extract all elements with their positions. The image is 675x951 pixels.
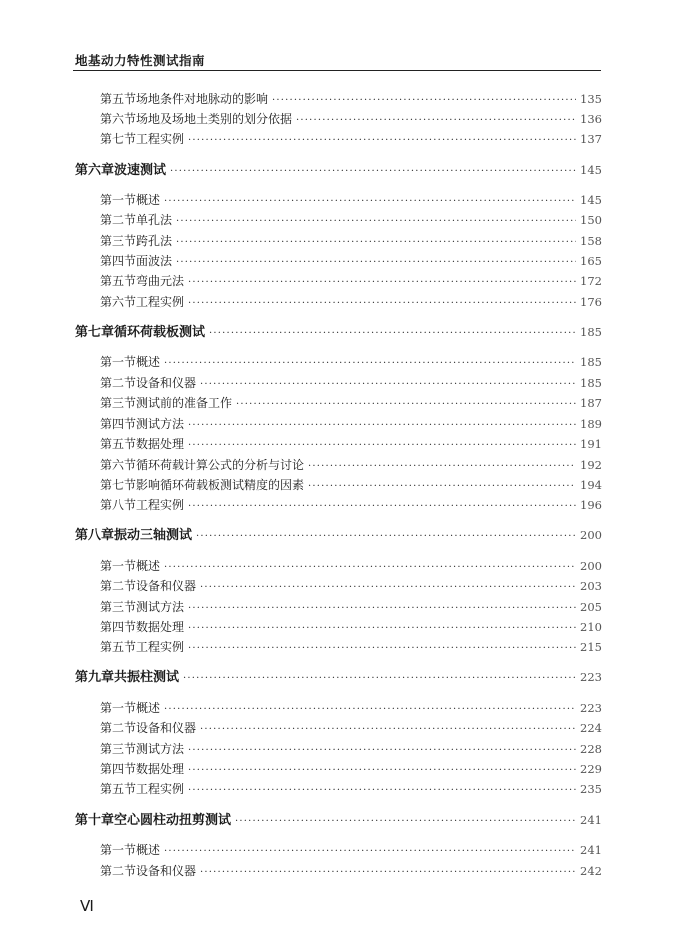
dot-leader (164, 701, 576, 719)
entry-title: 循环荷载板测试 (114, 325, 206, 340)
entry-title: 测试前的准备工作 (136, 396, 233, 410)
entry-title: 设备和仪器 (136, 376, 197, 390)
dot-leader (188, 640, 576, 658)
entry-page-number: 224 (580, 721, 602, 735)
toc-section-entry[interactable] (100, 415, 602, 433)
entry-page-number: 228 (580, 742, 602, 756)
entry-title: 工程实例 (136, 295, 185, 309)
entry-number: 第六节 (100, 295, 137, 309)
dot-leader (188, 498, 576, 516)
entry-page-number: 189 (580, 417, 602, 431)
toc-chapter-entry[interactable] (75, 668, 602, 686)
dot-leader (188, 600, 576, 618)
entry-number: 第二节 (100, 864, 137, 878)
toc-chapter-entry[interactable] (75, 323, 602, 341)
entry-title: 循环荷载计算公式的分析与讨论 (136, 458, 305, 472)
entry-number: 第五节 (100, 92, 137, 106)
entry-page-number: 196 (580, 498, 602, 512)
entry-page-number: 194 (580, 478, 602, 492)
entry-title: 概述 (136, 843, 161, 857)
entry-number: 第二节 (100, 213, 137, 227)
toc-section-entry[interactable] (100, 699, 602, 717)
entry-number: 第四节 (100, 762, 137, 776)
entry-page-number: 145 (580, 163, 602, 177)
dot-leader (188, 742, 576, 760)
toc-section-entry[interactable] (100, 598, 602, 616)
entry-title: 概述 (136, 701, 161, 715)
entry-title: 空心圆柱动扭剪测试 (114, 813, 232, 828)
entry-number: 第四节 (100, 254, 137, 268)
toc-section-entry[interactable] (100, 191, 602, 209)
entry-title: 弯曲元法 (136, 274, 185, 288)
entry-page-number: 176 (580, 295, 602, 309)
entry-page-number: 235 (580, 782, 602, 796)
entry-page-number: 136 (580, 112, 602, 126)
entry-title: 场地及场地土类别的划分依据 (136, 112, 293, 126)
toc-section-entry[interactable] (100, 780, 602, 798)
entry-number: 第四节 (100, 620, 137, 634)
entry-title: 工程实例 (136, 782, 185, 796)
dot-leader (164, 843, 576, 861)
dot-leader (188, 620, 576, 638)
dot-leader (188, 437, 576, 455)
toc-section-entry[interactable] (100, 760, 602, 778)
entry-number: 第五节 (100, 640, 137, 654)
entry-page-number: 185 (580, 376, 602, 390)
toc-section-entry[interactable] (100, 394, 602, 412)
entry-title: 数据处理 (136, 437, 185, 451)
entry-page-number: 200 (580, 559, 602, 573)
toc-section-entry[interactable] (100, 618, 602, 636)
toc-section-entry[interactable] (100, 435, 602, 453)
toc-section-entry[interactable] (100, 638, 602, 656)
entry-number: 第八章 (75, 528, 115, 543)
toc-section-entry[interactable] (100, 841, 602, 859)
entry-title: 振动三轴测试 (114, 528, 193, 543)
entry-page-number: 223 (580, 670, 602, 684)
entry-page-number: 187 (580, 396, 602, 410)
entry-number: 第六节 (100, 458, 137, 472)
entry-title: 共振柱测试 (114, 670, 180, 685)
dot-leader (188, 762, 576, 780)
entry-title: 测试方法 (136, 417, 185, 431)
toc-section-entry[interactable] (100, 211, 602, 229)
dot-leader (188, 132, 576, 150)
entry-page-number: 205 (580, 600, 602, 614)
toc-section-entry[interactable] (100, 252, 602, 270)
header-rule (73, 70, 601, 71)
entry-title: 数据处理 (136, 620, 185, 634)
entry-title: 测试方法 (136, 742, 185, 756)
entry-title: 设备和仪器 (136, 721, 197, 735)
entry-title: 面波法 (136, 254, 173, 268)
dot-leader (236, 396, 576, 414)
dot-leader (272, 92, 576, 110)
entry-page-number: 150 (580, 213, 602, 227)
entry-page-number: 223 (580, 701, 602, 715)
entry-number: 第一节 (100, 843, 137, 857)
entry-number: 第一节 (100, 701, 137, 715)
entry-page-number: 145 (580, 193, 602, 207)
toc-section-entry[interactable] (100, 577, 602, 595)
entry-title: 场地条件对地脉动的影响 (136, 92, 269, 106)
entry-page-number: 210 (580, 620, 602, 634)
entry-page-number: 192 (580, 458, 602, 472)
dot-leader (170, 163, 576, 181)
dot-leader (200, 376, 576, 394)
entry-number: 第八节 (100, 498, 137, 512)
toc-section-entry[interactable] (100, 740, 602, 758)
entry-number: 第一节 (100, 559, 137, 573)
entry-number: 第六章 (75, 163, 115, 178)
entry-number: 第三节 (100, 234, 137, 248)
entry-number: 第七节 (100, 478, 137, 492)
entry-number: 第五节 (100, 782, 137, 796)
dot-leader (200, 864, 576, 882)
book-title: 地基动力特性测试指南 (75, 53, 206, 68)
toc-chapter-entry[interactable] (75, 811, 602, 829)
dot-leader (296, 112, 576, 130)
entry-page-number: 165 (580, 254, 602, 268)
entry-page-number: 158 (580, 234, 602, 248)
toc-section-entry[interactable] (100, 374, 602, 392)
toc-section-entry[interactable] (100, 476, 602, 494)
entry-number: 第一节 (100, 193, 137, 207)
entry-number: 第一节 (100, 355, 137, 369)
entry-number: 第二节 (100, 376, 137, 390)
entry-page-number: 137 (580, 132, 602, 146)
toc-section-entry[interactable] (100, 557, 602, 575)
toc-section-entry[interactable] (100, 353, 602, 371)
entry-number: 第二节 (100, 579, 137, 593)
dot-leader (164, 193, 576, 211)
entry-page-number: 172 (580, 274, 602, 288)
toc-section-entry[interactable] (100, 293, 602, 311)
entry-title: 概述 (136, 355, 161, 369)
entry-number: 第七节 (100, 132, 137, 146)
dot-leader (196, 528, 576, 546)
dot-leader (200, 579, 576, 597)
entry-number: 第三节 (100, 396, 137, 410)
entry-number: 第二节 (100, 721, 137, 735)
entry-title: 跨孔法 (136, 234, 173, 248)
entry-number: 第十章 (75, 813, 115, 828)
dot-leader (176, 234, 576, 252)
toc-section-entry[interactable] (100, 719, 602, 737)
entry-page-number: 185 (580, 325, 602, 339)
entry-title: 概述 (136, 559, 161, 573)
toc-section-entry[interactable] (100, 110, 602, 128)
dot-leader (188, 417, 576, 435)
dot-leader (176, 213, 576, 231)
dot-leader (176, 254, 576, 272)
entry-number: 第六节 (100, 112, 137, 126)
entry-title: 工程实例 (136, 132, 185, 146)
dot-leader (183, 670, 576, 688)
toc-chapter-entry[interactable] (75, 161, 602, 179)
entry-number: 第三节 (100, 742, 137, 756)
dot-leader (188, 295, 576, 313)
dot-leader (209, 325, 576, 343)
entry-title: 测试方法 (136, 600, 185, 614)
entry-title: 工程实例 (136, 498, 185, 512)
entry-title: 概述 (136, 193, 161, 207)
entry-title: 影响循环荷载板测试精度的因素 (136, 478, 305, 492)
entry-number: 第五节 (100, 274, 137, 288)
entry-page-number: 200 (580, 528, 602, 542)
entry-title: 波速测试 (114, 163, 167, 178)
page-number: Ⅵ (80, 899, 93, 915)
dot-leader (164, 355, 576, 373)
toc-section-entry[interactable] (100, 496, 602, 514)
dot-leader (308, 478, 576, 496)
entry-page-number: 229 (580, 762, 602, 776)
entry-page-number: 135 (580, 92, 602, 106)
entry-page-number: 203 (580, 579, 602, 593)
dot-leader (235, 813, 576, 831)
dot-leader (308, 458, 576, 476)
entry-number: 第五节 (100, 437, 137, 451)
entry-page-number: 241 (580, 813, 602, 827)
dot-leader (200, 721, 576, 739)
toc-section-entry[interactable] (100, 272, 602, 290)
toc-section-entry[interactable] (100, 130, 602, 148)
entry-number: 第七章 (75, 325, 115, 340)
toc-section-entry[interactable] (100, 232, 602, 250)
entry-page-number: 185 (580, 355, 602, 369)
entry-number: 第九章 (75, 670, 115, 685)
entry-page-number: 215 (580, 640, 602, 654)
entry-title: 设备和仪器 (136, 864, 197, 878)
entry-title: 工程实例 (136, 640, 185, 654)
dot-leader (188, 274, 576, 292)
entry-title: 设备和仪器 (136, 579, 197, 593)
entry-page-number: 242 (580, 864, 602, 878)
toc-section-entry[interactable] (100, 90, 602, 108)
entry-page-number: 191 (580, 437, 602, 451)
entry-title: 单孔法 (136, 213, 173, 227)
entry-number: 第四节 (100, 417, 137, 431)
toc-section-entry[interactable] (100, 456, 602, 474)
entry-title: 数据处理 (136, 762, 185, 776)
entry-page-number: 241 (580, 843, 602, 857)
entry-number: 第三节 (100, 600, 137, 614)
dot-leader (164, 559, 576, 577)
dot-leader (188, 782, 576, 800)
toc-section-entry[interactable] (100, 862, 602, 880)
toc-chapter-entry[interactable] (75, 526, 602, 544)
